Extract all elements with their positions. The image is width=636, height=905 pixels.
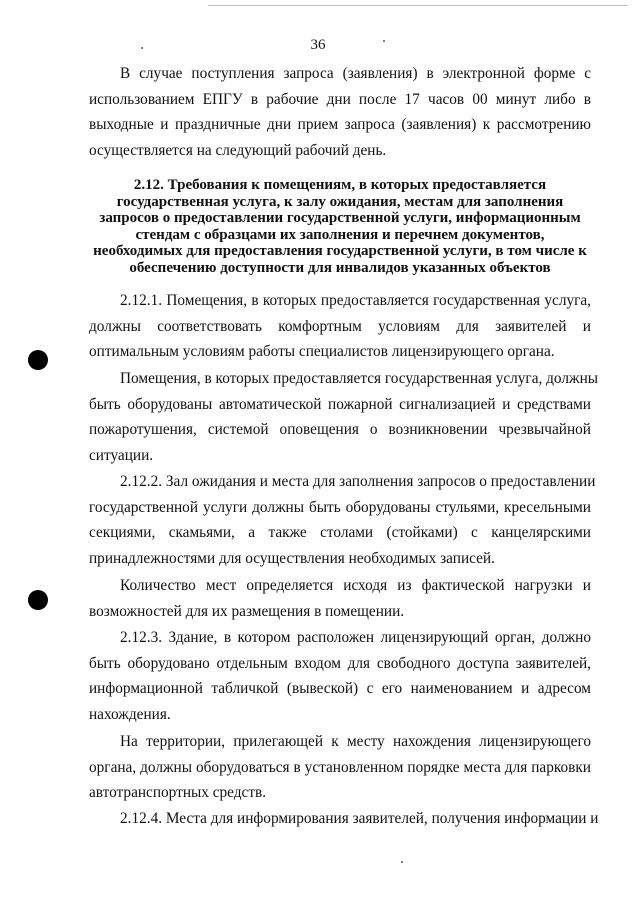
text-line: информационной табличкой (вывеской) с его наименованием и адресом [89, 680, 591, 698]
text-line: Помещения, в которых предоставляется государственная услуга, должны [120, 370, 599, 387]
paragraph-parking [89, 729, 591, 806]
text-line: государственной услуги должны быть оборудованы стульями, кресельными [89, 498, 591, 516]
heading-line: 2.12. Требования к помещениям, в которых предоставляется [133, 177, 547, 193]
paragraph-2-12-4 [89, 806, 599, 832]
paragraph-premises-equipment [89, 366, 599, 468]
text-line: оптимальным условиям работы специалистов лицензирующего органа. [89, 343, 555, 361]
text-line: принадлежностями для осуществления необходимых записей. [89, 549, 495, 567]
text-line: осуществляется на следующий рабочий день. [89, 141, 387, 159]
text-line: выходные и праздничные дни прием запроса (заявления) к рассмотрению [89, 116, 591, 134]
text-line: быть оборудовано отдельным входом для свободного доступа заявителей, [89, 654, 591, 672]
text-line: быть оборудованы автоматической пожарной сигнализацией и средствами [89, 395, 591, 413]
paragraph-2-12-1 [89, 288, 591, 365]
text-line: 2.12.4. Места для информирования заявителей, получения информации и [120, 810, 599, 827]
text-line: Количество мест определяется исходя из фактической нагрузки и [120, 577, 591, 594]
paragraph-number-of-places [89, 573, 591, 624]
paragraph-2-12-2 [89, 469, 596, 571]
paragraph-2-12-3 [89, 625, 591, 727]
text-line: автотранспортных средств. [89, 784, 267, 802]
text-line: использованием ЕПГУ в рабочие дни после 17 часов 00 минут либо в [89, 90, 591, 108]
text-line: органа, должны оборудоваться в установленном порядке места для парковки [89, 758, 591, 776]
text-line: секциями, скамьями, а также столами (стойками) с канцелярскими [89, 524, 591, 542]
punch-hole [28, 350, 48, 370]
text-line: возможностей для их размещения в помещении. [89, 602, 405, 620]
scan-speck [401, 861, 403, 863]
text-line: нахождения. [89, 705, 171, 723]
text-line: На территории, прилегающей к месту нахождения лицензирующего [120, 733, 591, 750]
text-line: ситуации. [89, 446, 154, 464]
text-line: В случае поступления запроса (заявления) в электронной форме с [120, 65, 591, 82]
page-number: 36 [310, 37, 326, 53]
text-line: пожаротушения, системой оповещения о возникновении чрезвычайной [89, 421, 591, 439]
intro-paragraph [89, 61, 591, 163]
punch-hole [28, 590, 48, 610]
heading-line: запросов о предоставлении государственной услуги, информационным [99, 210, 581, 227]
text-line: должны соответствовать комфортным условиям для заявителей и [89, 317, 591, 335]
heading-line: необходимых для предоставления государственной услуги, в том числе к [93, 243, 587, 260]
scan-speck [383, 40, 385, 42]
text-line: 2.12.1. Помещения, в которых предоставляется государственная услуга, [120, 292, 591, 309]
heading-line: государственная услуга, к залу ожидания, местам для заполнения [116, 193, 564, 210]
scan-speck [141, 47, 143, 49]
scan-edge-line [208, 5, 628, 6]
text-line: 2.12.2. Зал ожидания и места для заполнения запросов о предоставлении [120, 473, 596, 490]
text-line: 2.12.3. Здание, в котором расположен лицензирующий орган, должно [120, 629, 591, 646]
section-heading [89, 177, 591, 277]
heading-line: стендам с образцами их заполнения и перечнем документов, [135, 226, 545, 243]
heading-line: обеспечению доступности для инвалидов указанных объектов [129, 259, 551, 276]
